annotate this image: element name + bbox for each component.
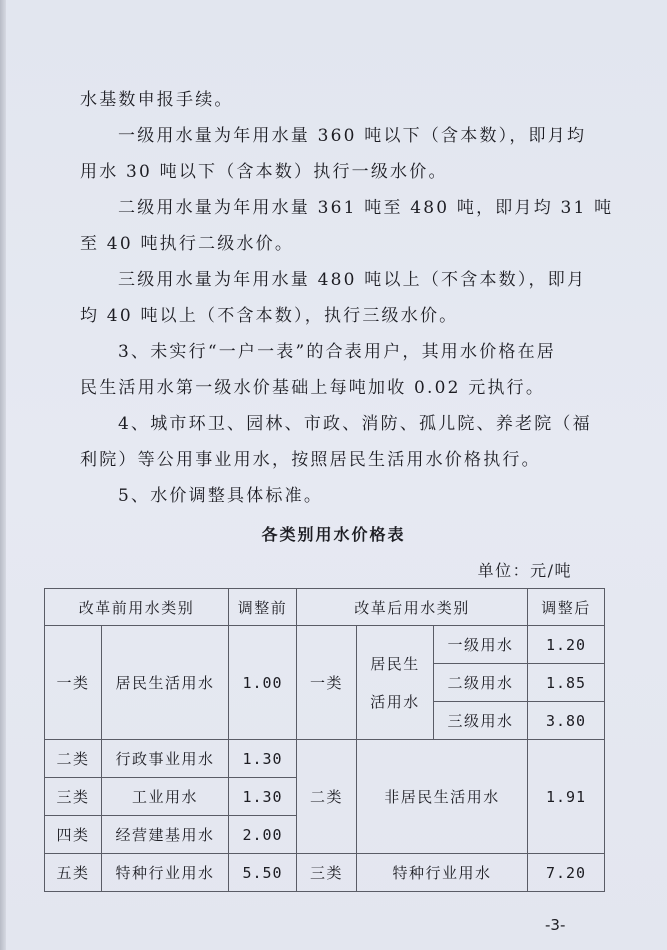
header-before-price: 调整前 <box>229 589 297 626</box>
before-class: 五类 <box>45 854 102 892</box>
paragraph-0 <box>80 82 580 118</box>
paragraph-tier3 <box>80 262 587 334</box>
text-line: 居民生 <box>370 654 420 673</box>
table-row <box>45 626 605 664</box>
page-edge-shadow <box>0 0 6 950</box>
table-row <box>45 854 605 892</box>
before-price: 1.30 <box>229 778 297 816</box>
after-name: 特种行业用水 <box>357 854 528 892</box>
before-price: 1.30 <box>229 740 297 778</box>
text-line: 4、城市环卫、园林、市政、消防、孤儿院、养老院（福 <box>118 414 592 434</box>
tier-name: 一级用水 <box>434 626 528 664</box>
paragraph-item-5 <box>80 478 580 514</box>
paragraph-tier2 <box>80 190 614 262</box>
after-price: 7.20 <box>528 854 605 892</box>
water-price-table <box>44 588 605 892</box>
after-class: 一类 <box>297 626 357 740</box>
tier-price: 3.80 <box>528 702 605 740</box>
text-line: 一级用水量为年用水量 360 吨以下（含本数），即月均 <box>118 126 587 146</box>
table-row <box>45 740 605 778</box>
paragraph-item-4 <box>80 406 592 478</box>
before-class: 一类 <box>45 626 102 740</box>
text-line: 二级用水量为年用水量 361 吨至 480 吨，即月均 31 吨 <box>118 198 614 218</box>
before-price: 2.00 <box>229 816 297 854</box>
before-name: 经营建基用水 <box>102 816 229 854</box>
after-residential-name <box>357 626 434 740</box>
paragraph-item-3 <box>80 334 580 406</box>
table-title: 各类别用水价格表 <box>261 525 406 544</box>
after-class: 二类 <box>297 740 357 854</box>
text-line: 活用水 <box>370 692 420 711</box>
before-class: 二类 <box>45 740 102 778</box>
after-price: 1.91 <box>528 740 605 854</box>
after-name: 非居民生活用水 <box>357 740 528 854</box>
before-name: 工业用水 <box>102 778 229 816</box>
after-class: 三类 <box>297 854 357 892</box>
before-price: 5.50 <box>229 854 297 892</box>
tier-price: 1.20 <box>528 626 605 664</box>
before-name: 行政事业用水 <box>102 740 229 778</box>
header-after-category: 改革后用水类别 <box>297 589 528 626</box>
text-line: 水基数申报手续。 <box>80 90 234 110</box>
tier-name: 三级用水 <box>434 702 528 740</box>
tier-name: 二级用水 <box>434 664 528 702</box>
text-line: 至 40 吨执行二级水价。 <box>80 234 295 254</box>
text-line: 均 40 吨以上（不含本数），执行三级水价。 <box>80 306 459 326</box>
text-line: 用水 30 吨以下（含本数）执行一级水价。 <box>80 162 448 182</box>
table-header-row <box>45 589 605 626</box>
before-class: 三类 <box>45 778 102 816</box>
before-price: 1.00 <box>229 626 297 740</box>
text-line: 民生活用水第一级水价基础上每吨加收 0.02 元执行。 <box>80 378 546 398</box>
before-name: 居民生活用水 <box>102 626 229 740</box>
before-class: 四类 <box>45 816 102 854</box>
text-line: 利院）等公用事业用水，按照居民生活用水价格执行。 <box>80 450 541 470</box>
table-unit: 单位：元/吨 <box>477 561 572 580</box>
text-line: 3、未实行“一户一表”的合表用户，其用水价格在居 <box>118 342 556 362</box>
before-name: 特种行业用水 <box>102 854 229 892</box>
page-number: -3- <box>545 916 566 934</box>
paragraph-tier1 <box>80 118 587 190</box>
text-line: 5、水价调整具体标准。 <box>118 486 324 506</box>
header-after-price: 调整后 <box>528 589 605 626</box>
tier-price: 1.85 <box>528 664 605 702</box>
header-before-category: 改革前用水类别 <box>45 589 229 626</box>
text-line: 三级用水量为年用水量 480 吨以上（不含本数），即月 <box>118 270 587 290</box>
